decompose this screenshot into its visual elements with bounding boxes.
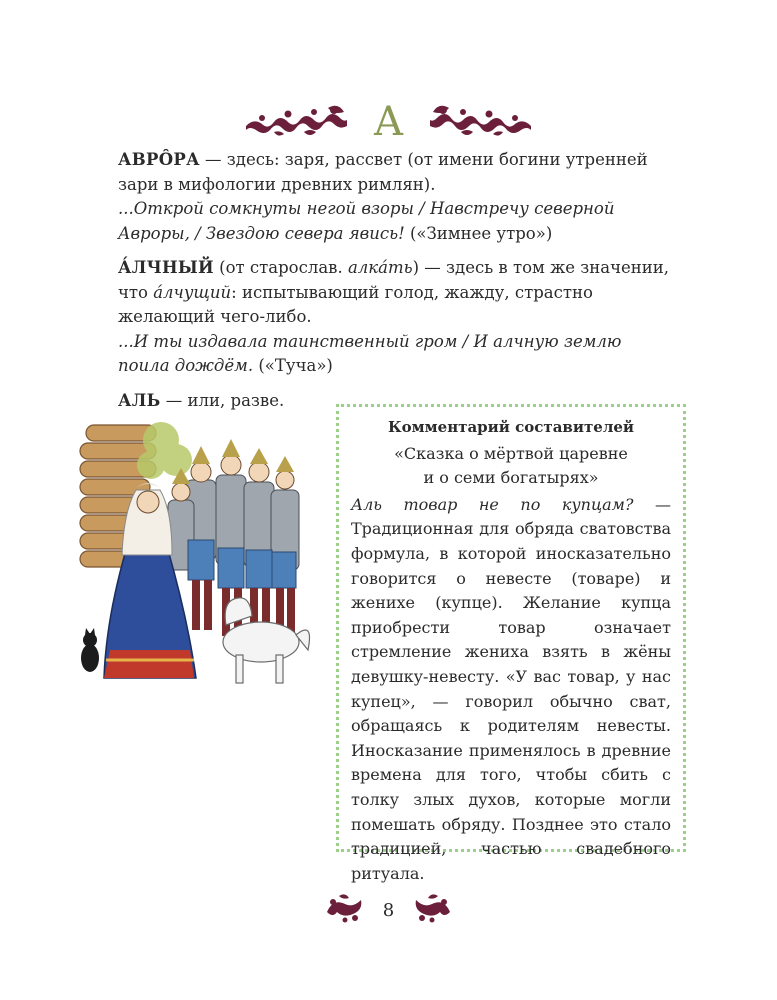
definition-text: (от старослав. [213, 258, 348, 277]
headword: АВРÔРА [118, 150, 200, 169]
commentary-box [336, 404, 686, 883]
floral-ornament-right-icon [428, 104, 533, 140]
entry-definition [118, 148, 678, 197]
dictionary-entries [118, 148, 678, 423]
quote-source: («Зимнее утро») [404, 223, 553, 243]
page-footer [0, 890, 777, 930]
synonym-word: а́лчущий [153, 282, 232, 302]
definition-text: — или, разве. [160, 390, 285, 410]
headword: АЛЬ [118, 390, 161, 410]
page-number: 8 [382, 899, 395, 921]
definition-text: — здесь: заря, рассвет (от имени богини утренней зари в мифологии древних римлян). [118, 150, 648, 194]
small-ornament-right-icon [412, 892, 454, 928]
floral-ornament-left-icon [244, 104, 349, 140]
headword: А́ЛЧНЫЙ [118, 258, 214, 277]
letter-header [0, 92, 777, 152]
definition-text: : испытывающий голод, жажду, страстно желающий чего-либо. [118, 282, 593, 326]
quote-source: («Туча») [253, 356, 333, 375]
section-letter: А [373, 99, 404, 145]
small-ornament-left-icon [323, 892, 365, 928]
entry-quote [118, 197, 678, 246]
entry-alchny [118, 256, 678, 379]
commentary-subtitle [351, 442, 671, 491]
commentary-quote: Аль товар не по купцам? [351, 494, 634, 514]
etymology-word: алка́ть [347, 258, 413, 277]
commentary-subtitle-line: «Сказка о мёртвой царевне [394, 443, 628, 463]
fairy-tale-illustration-icon [76, 420, 316, 695]
definition-text: ) — здесь в том же значении, что [118, 258, 670, 302]
quote-text: ...Открой сомкнуты негой взоры / Навстречу северной Авроры, / Звездою севера явись! [118, 199, 615, 243]
commentary-text: — Традиционная для обряда сватовства формула, в которой иносказательно говорится о невесте (товаре) и женихе (купце). Желание купца приобрести товар означает стремление жениха взять в жёны девушку-невесту. «У вас товар, у нас купец», — говорил обычно сват, обращаясь к родителям невесты. Иносказание применялось в древние времена для того, чтобы сбить с толку злых духов, которые могли помешать обряду. Позднее это стало традицией, частью свадебного ритуала. [351, 494, 672, 883]
cat [81, 628, 99, 672]
entry-avrora [118, 148, 678, 246]
commentary-body [351, 493, 671, 887]
entry-quote [118, 330, 678, 379]
commentary-subtitle-line: и о семи богатырях» [423, 468, 599, 488]
entry-definition [118, 256, 678, 330]
quote-text: ...И ты издавала таинственный гром / И алчную землю поила дождём. [118, 331, 622, 375]
commentary-title: Комментарий составителей [387, 418, 635, 436]
